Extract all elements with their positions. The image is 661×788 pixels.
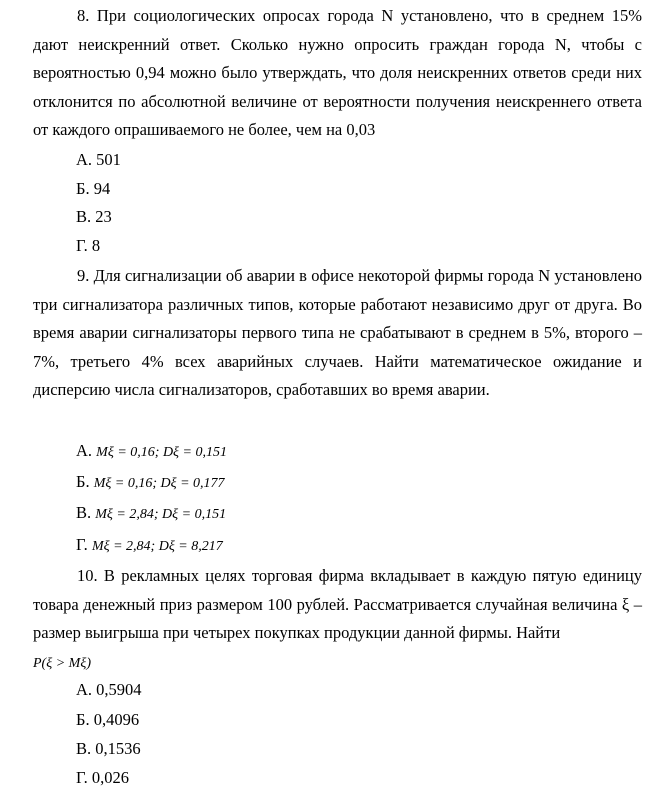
question-10-answer-c: В. 0,1536 <box>76 739 141 758</box>
answer-formula: Mξ = 0,16; Dξ = 0,151 <box>96 445 227 460</box>
question-10-body: 10. В рекламных целях торговая фирма вкладывает в каждую пятую единицу товара денежный приз размером 100 рублей. Рассматривается случайная величина ξ – размер выигрыша при четырех покупках продукции данной фирмы. Найти <box>33 566 642 642</box>
question-9-answer-d <box>76 535 223 557</box>
question-8-answer-c: В. 23 <box>76 207 112 226</box>
question-9-answer-b <box>76 472 225 494</box>
question-10-answer-d: Г. 0,026 <box>76 768 130 787</box>
answer-label: Б. <box>76 472 90 491</box>
question-10-answer-b: Б. 0,4096 <box>76 710 140 729</box>
answer-formula: Mξ = 2,84; Dξ = 8,217 <box>91 539 223 554</box>
question-8-body: 8. При социологических опросах города N установлено, что в среднем 15% дают неискренний ответ. Сколько нужно опросить граждан города N, чтобы с вероятностью 0,94 можно было утверждать, что доля неискренних ответов среди них отклонится по абсолютной величине от вероятности получения неискреннего ответа от каждого опрашиваемого не более, чем на 0,03 <box>33 6 642 139</box>
question-10-text <box>33 562 642 648</box>
question-10-answer-a: А. 0,5904 <box>76 680 142 699</box>
question-8-answer-d: Г. 8 <box>76 236 101 255</box>
question-9-text <box>33 262 642 405</box>
answer-label: Г. <box>76 535 88 554</box>
answer-label: А. <box>76 441 93 460</box>
question-8-answer-b: Б. 94 <box>76 179 111 198</box>
answer-formula: Mξ = 0,16; Dξ = 0,177 <box>93 476 225 491</box>
question-9-answer-a <box>76 441 227 463</box>
question-9-body: 9. Для сигнализации об аварии в офисе некоторой фирмы города N установлено три сигнализатора различных типов, которые работают независимо друг от друга. Во время аварии сигнализаторы первого типа не срабатывают в среднем в 5%, второго – 7%, третьего 4% всех аварийных случаев. Найти математическое ожидание и дисперсию числа сигнализаторов, сработавших во время аварии. <box>33 266 642 399</box>
question-10-formula: P(ξ > Mξ) <box>33 656 91 671</box>
question-9-answer-c <box>76 503 226 525</box>
question-8-text <box>33 2 642 145</box>
question-8-answer-a: А. 501 <box>76 150 121 169</box>
answer-formula: Mξ = 2,84; Dξ = 0,151 <box>95 507 227 522</box>
answer-label: В. <box>76 503 92 522</box>
